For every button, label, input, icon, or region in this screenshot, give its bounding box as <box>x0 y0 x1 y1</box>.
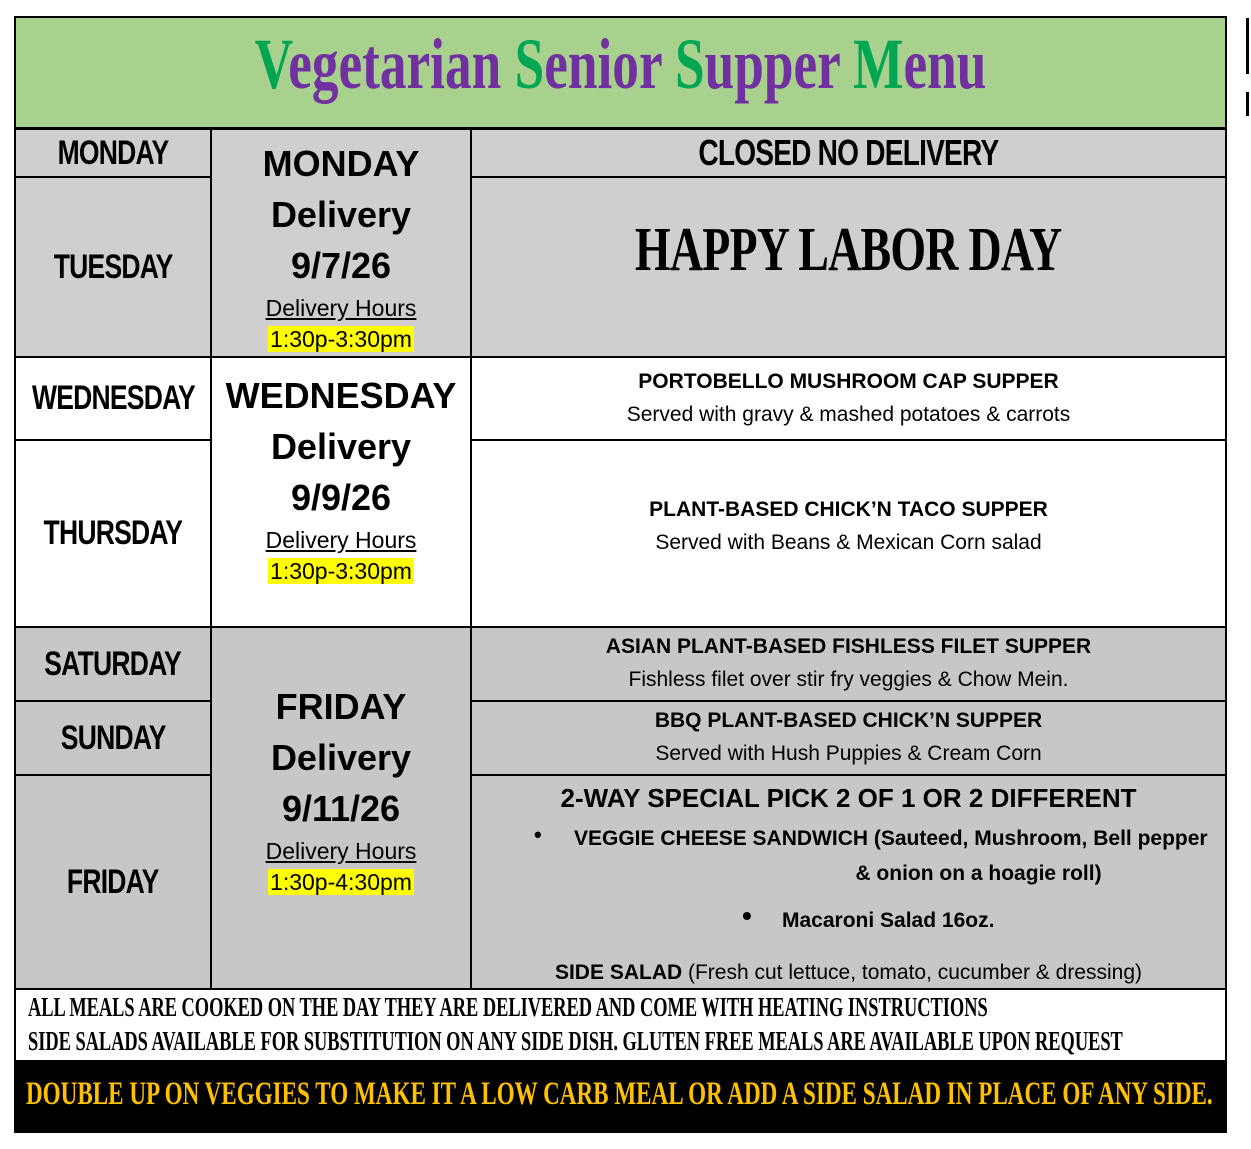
delivery-day: MONDAY <box>262 142 420 184</box>
bullet-icon: • <box>742 900 752 931</box>
meal-description: Served with Hush Puppies & Cream Corn <box>655 742 1042 765</box>
meal-title: PLANT-BASED CHICK’N TACO SUPPER <box>649 497 1048 521</box>
delivery-hours: 1:30p-3:30pm <box>270 325 412 352</box>
day-cell-friday <box>14 774 212 990</box>
meal-description: Served with Beans & Mexican Corn salad <box>655 530 1042 554</box>
delivery-cell-wednesday <box>210 356 472 628</box>
delivery-day: FRIDAY <box>275 685 407 727</box>
delivery-hours: 1:30p-3:30pm <box>270 557 412 584</box>
delivery-cell-monday <box>210 128 472 358</box>
menu-title: Vegetarian Senior Supper Menu <box>254 24 987 104</box>
delivery-label: Delivery <box>270 193 412 235</box>
meal-cell-saturday <box>470 626 1227 702</box>
meal-cell-wednesday <box>470 356 1227 441</box>
footer-bar <box>14 1060 1227 1133</box>
meal-title: PORTOBELLO MUSHROOM CAP SUPPER <box>638 369 1059 393</box>
menu-header <box>14 16 1227 129</box>
day-cell-sunday <box>14 700 212 776</box>
delivery-cell-friday <box>210 626 472 990</box>
day-cell-monday <box>14 128 212 178</box>
day-label: SUNDAY <box>60 718 166 757</box>
day-label: FRIDAY <box>67 862 159 901</box>
meal-item: Macaroni Salad 16oz. <box>782 909 995 932</box>
day-label: SATURDAY <box>44 644 182 683</box>
side-salad-note: SIDE SALAD (Fresh cut lettuce, tomato, cucumber & dressing) <box>554 961 1143 984</box>
meal-cell-tuesday <box>470 176 1227 358</box>
delivery-day: WEDNESDAY <box>225 374 457 416</box>
meal-cell-thursday <box>470 439 1227 628</box>
edge-mark <box>1246 18 1249 74</box>
delivery-hours-label: Delivery Hours <box>265 837 417 864</box>
holiday-notice: HAPPY LABOR DAY <box>635 215 1062 284</box>
day-cell-tuesday <box>14 176 212 358</box>
day-cell-saturday <box>14 626 212 702</box>
delivery-label: Delivery <box>270 425 412 467</box>
delivery-label: Delivery <box>270 736 412 778</box>
meal-title: 2-WAY SPECIAL PICK 2 OF 1 OR 2 DIFFERENT <box>560 783 1137 813</box>
delivery-date: 9/7/26 <box>290 244 392 286</box>
meal-cell-friday <box>470 774 1227 990</box>
day-cell-wednesday <box>14 356 212 441</box>
footer-bar-text: DOUBLE UP ON VEGGIES TO MAKE IT A LOW CARB MEAL OR ADD A SIDE SALAD IN PLACE OF ANY SIDE. <box>26 1076 1213 1112</box>
meal-cell-monday <box>470 128 1227 178</box>
delivery-hours-label: Delivery Hours <box>265 526 417 553</box>
day-label: MONDAY <box>57 133 169 172</box>
delivery-hours: 1:30p-4:30pm <box>270 868 412 895</box>
closed-notice: CLOSED NO DELIVERY <box>698 132 999 173</box>
meal-title: ASIAN PLANT-BASED FISHLESS FILET SUPPER <box>605 635 1092 658</box>
day-cell-thursday <box>14 439 212 628</box>
meal-description: Fishless filet over stir fry veggies & Chow Mein. <box>628 668 1069 691</box>
footer-line: ALL MEALS ARE COOKED ON THE DAY THEY ARE DELIVERED AND COME WITH HEATING INSTRUCTIONS <box>28 992 988 1022</box>
delivery-hours-label: Delivery Hours <box>265 294 417 321</box>
edge-mark <box>1246 92 1249 116</box>
meal-item: VEGGIE CHEESE SANDWICH (Sauteed, Mushroom, Bell pepper <box>574 827 1208 850</box>
meal-title: BBQ PLANT-BASED CHICK’N SUPPER <box>654 709 1043 732</box>
footer-line: SIDE SALADS AVAILABLE FOR SUBSTITUTION ON ANY SIDE DISH. GLUTEN FREE MEALS ARE AVAILABLE UPON REQUEST <box>28 1026 1123 1056</box>
meal-cell-sunday <box>470 700 1227 776</box>
delivery-date: 9/11/26 <box>281 787 401 829</box>
day-label: TUESDAY <box>53 247 173 286</box>
footer-notes <box>14 988 1227 1062</box>
meal-description: Served with gravy & mashed potatoes & carrots <box>626 402 1071 426</box>
day-label: THURSDAY <box>43 514 183 552</box>
meal-item-continued: & onion on a hoagie roll) <box>855 862 1102 885</box>
bullet-icon: • <box>534 822 542 847</box>
delivery-date: 9/9/26 <box>290 476 392 518</box>
day-label: WEDNESDAY <box>31 379 195 417</box>
